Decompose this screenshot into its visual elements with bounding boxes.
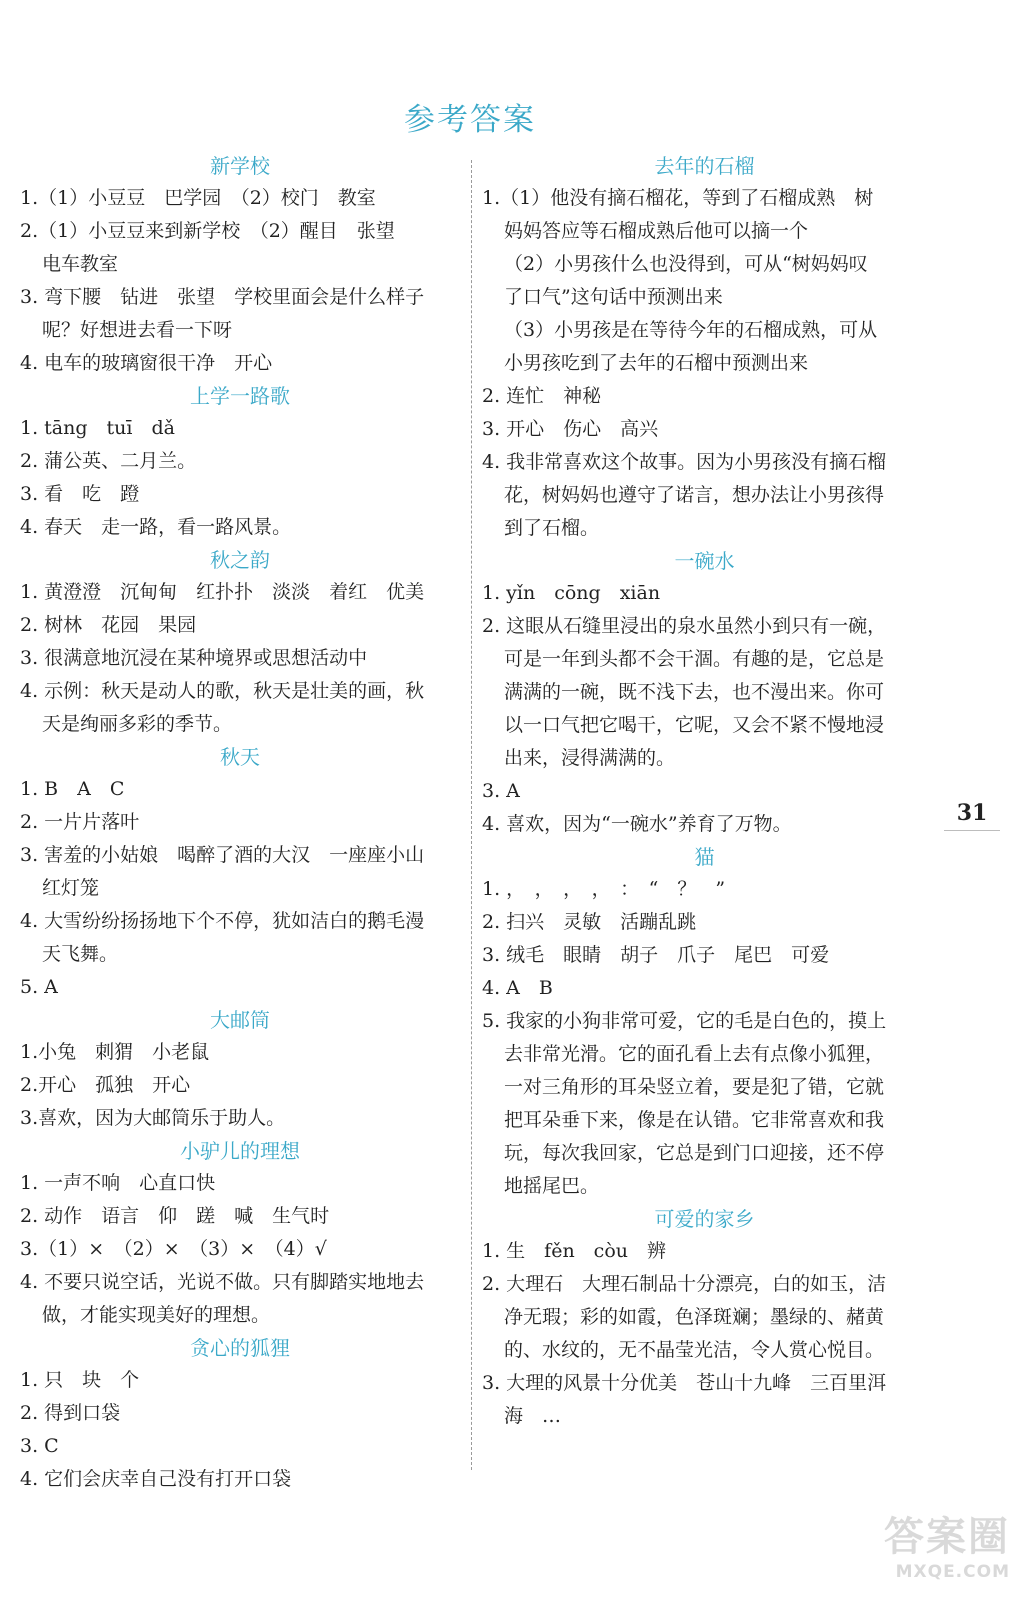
answer-line: 到了石榴。 xyxy=(504,517,600,539)
answer-line: 1. ， ， ， ， ： “ ？ ” xyxy=(482,878,726,900)
answer-line: （3）小男孩是在等待今年的石榴成熟，可从 xyxy=(504,319,878,341)
answer-line: 做，才能实现美好的理想。 xyxy=(42,1304,271,1326)
answer-line: 去非常光滑。它的面孔看上去有点像小狐狸， xyxy=(504,1043,885,1065)
section-title: 去年的石榴 xyxy=(654,154,755,178)
answer-line: 1.小兔 刺猬 小老鼠 xyxy=(20,1041,210,1063)
answer-line: 一对三角形的耳朵竖立着，要是犯了错，它就 xyxy=(504,1076,885,1098)
answer-line: 2.（1）小豆豆来到新学校 （2）醒目 张望 xyxy=(20,220,395,242)
answer-line: 1. 黄澄澄 沉甸甸 红扑扑 淡淡 着红 优美 xyxy=(20,581,425,603)
answer-line: 4. 示例：秋天是动人的歌，秋天是壮美的画，秋 xyxy=(20,680,425,702)
answer-line: 红灯笼 xyxy=(42,877,100,899)
answer-line: 2. 一片片落叶 xyxy=(20,811,140,833)
answer-line: 3. 绒毛 眼睛 胡子 爪子 尾巴 可爱 xyxy=(482,944,830,966)
section-title: 贪心的狐狸 xyxy=(190,1336,290,1360)
answer-line: 2. 大理石 大理石制品十分漂亮，白的如玉，洁 xyxy=(482,1273,887,1295)
section-title: 秋之韵 xyxy=(210,548,270,572)
answer-line: 4. 喜欢，因为“一碗水”养育了万物。 xyxy=(482,813,792,835)
answer-section xyxy=(482,841,927,1203)
answer-section xyxy=(20,150,460,380)
answer-line: 呢？好想进去看一下呀 xyxy=(42,319,233,341)
section-title: 可爱的家乡 xyxy=(654,1207,755,1231)
answer-section xyxy=(20,1004,460,1135)
answer-section xyxy=(20,544,460,741)
answer-line: 4. 春天 走一路，看一路风景。 xyxy=(20,516,292,538)
answer-line: 玩，每次我回家，它总是到门口迎接，还不停 xyxy=(504,1142,885,1164)
answer-line: 1. yǐn cōng xiān xyxy=(482,582,661,604)
section-title: 秋天 xyxy=(220,745,260,769)
column-divider xyxy=(471,160,472,1470)
answer-line: 4. 它们会庆幸自己没有打开口袋 xyxy=(20,1468,292,1490)
answer-line: 3.（1）× （2）× （3）× （4）√ xyxy=(20,1238,327,1260)
answer-line: 2. 连忙 神秘 xyxy=(482,385,602,407)
answer-line: 1. 一声不响 心直口快 xyxy=(20,1172,216,1194)
section-title: 一碗水 xyxy=(674,549,735,573)
answer-line: 可是一年到头都不会干涸。有趣的是，它总是 xyxy=(504,648,885,670)
answer-section xyxy=(482,150,927,545)
answer-line: 1.（1）小豆豆 巴学园 （2）校门 教室 xyxy=(20,187,376,209)
answer-line: 满满的一碗，既不浅下去，也不漫出来。你可 xyxy=(504,681,885,703)
answer-line: 2. 树林 花园 果园 xyxy=(20,614,197,636)
answer-line: 4. A B xyxy=(482,977,553,999)
answer-line: 3. 看 吃 蹬 xyxy=(20,483,140,505)
answer-line: 3. 害羞的小姑娘 喝醉了酒的大汉 一座座小山 xyxy=(20,844,425,866)
answer-line: 了口气”这句话中预测出来 xyxy=(504,286,723,308)
section-title: 新学校 xyxy=(210,154,270,178)
answer-line: 3. C xyxy=(20,1435,59,1457)
page-number: 31 xyxy=(944,800,1000,831)
answer-line: 把耳朵垂下来，像是在认错。它非常喜欢和我 xyxy=(504,1109,885,1131)
answer-line: 3.喜欢，因为大邮筒乐于助人。 xyxy=(20,1107,286,1129)
answer-line: 2. 蒲公英、二月兰。 xyxy=(20,450,197,472)
section-title: 小驴儿的理想 xyxy=(180,1139,300,1163)
answer-line: 1.（1）他没有摘石榴花，等到了石榴成熟 树 xyxy=(482,187,874,209)
right-column xyxy=(482,150,927,1433)
answer-line: 电车教室 xyxy=(42,253,119,275)
section-title: 大邮筒 xyxy=(210,1008,270,1032)
answer-line: 小男孩吃到了去年的石榴中预测出来 xyxy=(504,352,809,374)
answer-line: 花，树妈妈也遵守了诺言，想办法让小男孩得 xyxy=(504,484,885,506)
section-title: 上学一路歌 xyxy=(190,384,290,408)
answer-line: 2. 得到口袋 xyxy=(20,1402,121,1424)
watermark-logo: 答案圈 MXQE.COM xyxy=(884,1514,1010,1582)
answer-section xyxy=(20,1332,460,1496)
answer-line: 净无瑕；彩的如霞，色泽斑斓；墨绿的、赭黄 xyxy=(504,1306,885,1328)
answer-line: 的、水纹的，无不晶莹光洁，令人赏心悦目。 xyxy=(504,1339,885,1361)
answer-line: （2）小男孩什么也没得到，可从“树妈妈叹 xyxy=(504,253,868,275)
answer-section xyxy=(20,1135,460,1332)
answer-line: 天飞舞。 xyxy=(42,943,119,965)
answer-line: 3. 弯下腰 钻进 张望 学校里面会是什么样子 xyxy=(20,286,425,308)
answer-line: 出来，浸得满满的。 xyxy=(504,747,676,769)
answer-line: 1. 只 块 个 xyxy=(20,1369,140,1391)
answer-line: 3. 很满意地沉浸在某种境界或思想活动中 xyxy=(20,647,368,669)
answer-line: 海 … xyxy=(504,1405,562,1427)
answer-line: 2.开心 孤独 开心 xyxy=(20,1074,191,1096)
answer-section xyxy=(20,741,460,1004)
answer-section xyxy=(20,380,460,544)
answer-line: 2. 动作 语言 仰 蹉 喊 生气时 xyxy=(20,1205,330,1227)
answer-line: 4. 电车的玻璃窗很干净 开心 xyxy=(20,352,273,374)
answer-line: 2. 这眼从石缝里浸出的泉水虽然小到只有一碗， xyxy=(482,615,887,637)
answer-line: 1. 生 fěn còu 辨 xyxy=(482,1240,666,1262)
answer-line: 4. 大雪纷纷扬扬地下个不停，犹如洁白的鹅毛漫 xyxy=(20,910,425,932)
answer-line: 5. A xyxy=(20,976,58,998)
answer-line: 1. B A C xyxy=(20,778,125,800)
section-title: 猫 xyxy=(694,845,715,869)
answer-line: 4. 我非常喜欢这个故事。因为小男孩没有摘石榴 xyxy=(482,451,887,473)
answer-line: 地摇尾巴。 xyxy=(504,1175,600,1197)
answer-line: 以一口气把它喝干，它呢，又会不紧不慢地浸 xyxy=(504,714,885,736)
answer-line: 3. 大理的风景十分优美 苍山十九峰 三百里洱 xyxy=(482,1372,887,1394)
answer-line: 2. 扫兴 灵敏 活蹦乱跳 xyxy=(482,911,697,933)
page-title: 参考答案 xyxy=(404,102,536,138)
answer-line: 妈妈答应等石榴成熟后他可以摘一个 xyxy=(504,220,809,242)
answer-line: 天是绚丽多彩的季节。 xyxy=(42,713,233,735)
left-column xyxy=(20,150,460,1496)
answer-line: 4. 不要只说空话，光说不做。只有脚踏实地地去 xyxy=(20,1271,425,1293)
answer-line: 5. 我家的小狗非常可爱，它的毛是白色的，摸上 xyxy=(482,1010,887,1032)
answer-section xyxy=(482,545,927,841)
answer-section xyxy=(482,1203,927,1433)
answer-line: 3. A xyxy=(482,780,520,802)
answer-line: 3. 开心 伤心 高兴 xyxy=(482,418,659,440)
answer-line: 1. tāng tuī dǎ xyxy=(20,417,175,439)
